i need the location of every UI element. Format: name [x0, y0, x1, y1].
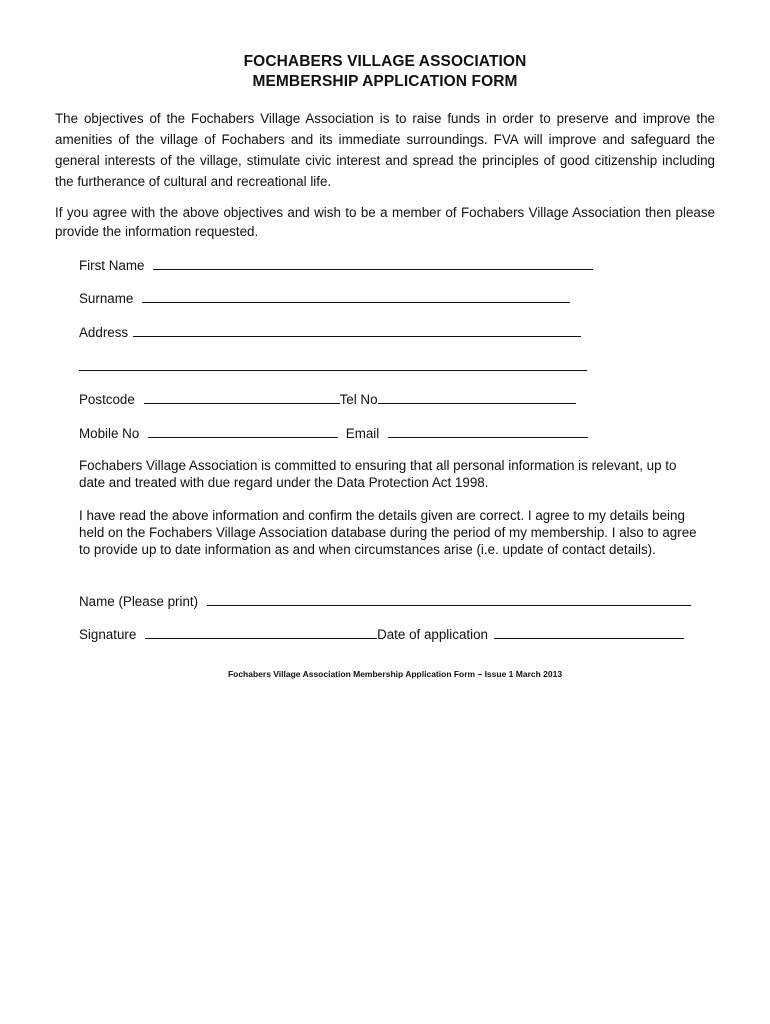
- data-protection-notice: Fochabers Village Association is committed to ensuring that all personal information is relevant, up to date and treated with due regard under the Data Protection Act 1998.: [79, 458, 677, 490]
- first-name-row: [79, 256, 593, 275]
- form-title-line-2: MEMBERSHIP APPLICATION FORM: [252, 73, 518, 90]
- address-label: Address: [79, 325, 129, 340]
- address-field-line-1[interactable]: [133, 323, 581, 337]
- mobile-no-label: Mobile No: [79, 426, 140, 441]
- address-row: [79, 323, 581, 342]
- agreement-paragraph: If you agree with the above objectives and wish to be a member of Fochabers Village Association then please provide the information requested.: [55, 205, 715, 239]
- address-row-2: [79, 357, 587, 376]
- form-footer: Fochabers Village Association Membership Application Form – Issue 1 March 2013: [227, 669, 563, 679]
- surname-field[interactable]: [142, 289, 570, 303]
- tel-no-label: Tel No: [339, 392, 378, 407]
- mobile-email-row: [79, 424, 588, 443]
- address-field-line-2[interactable]: [79, 357, 587, 371]
- name-print-label: Name (Please print): [79, 594, 199, 609]
- date-of-application-label: Date of application: [377, 627, 488, 642]
- name-print-row: [79, 592, 691, 611]
- email-label: Email: [345, 426, 380, 441]
- form-title-line-1: FOCHABERS VILLAGE ASSOCIATION: [243, 53, 527, 70]
- objectives-paragraph: The objectives of the Fochabers Village Association is to raise funds in order to preserve and improve the amenities of the village of Fochabers and its immediate surroundings. FVA will improve and safeguard the general interests of the village, stimulate civic interest and spread the principles of good citizenship including the furtherance of cultural and recreational life.: [55, 111, 715, 189]
- confirmation-statement: I have read the above information and confirm the details given are correct. I agree to my details being held on the Fochabers Village Association database during the period of my membership. I also to agree to provide up to date information as and when circumstances arise (i.e. update of contact details).: [79, 508, 697, 557]
- signature-label: Signature: [79, 627, 137, 642]
- surname-row: [79, 289, 570, 308]
- mobile-no-field[interactable]: [148, 424, 338, 438]
- first-name-label: First Name: [79, 258, 145, 273]
- postcode-label: Postcode: [79, 392, 135, 407]
- surname-label: Surname: [79, 291, 134, 306]
- first-name-field[interactable]: [153, 256, 593, 270]
- postcode-field[interactable]: [144, 390, 340, 404]
- email-field[interactable]: [388, 424, 588, 438]
- postcode-tel-row: [79, 390, 576, 409]
- tel-no-field[interactable]: [378, 390, 576, 404]
- name-print-field[interactable]: [207, 592, 691, 606]
- date-of-application-field[interactable]: [494, 625, 684, 639]
- signature-field[interactable]: [145, 625, 377, 639]
- signature-date-row: [79, 625, 684, 644]
